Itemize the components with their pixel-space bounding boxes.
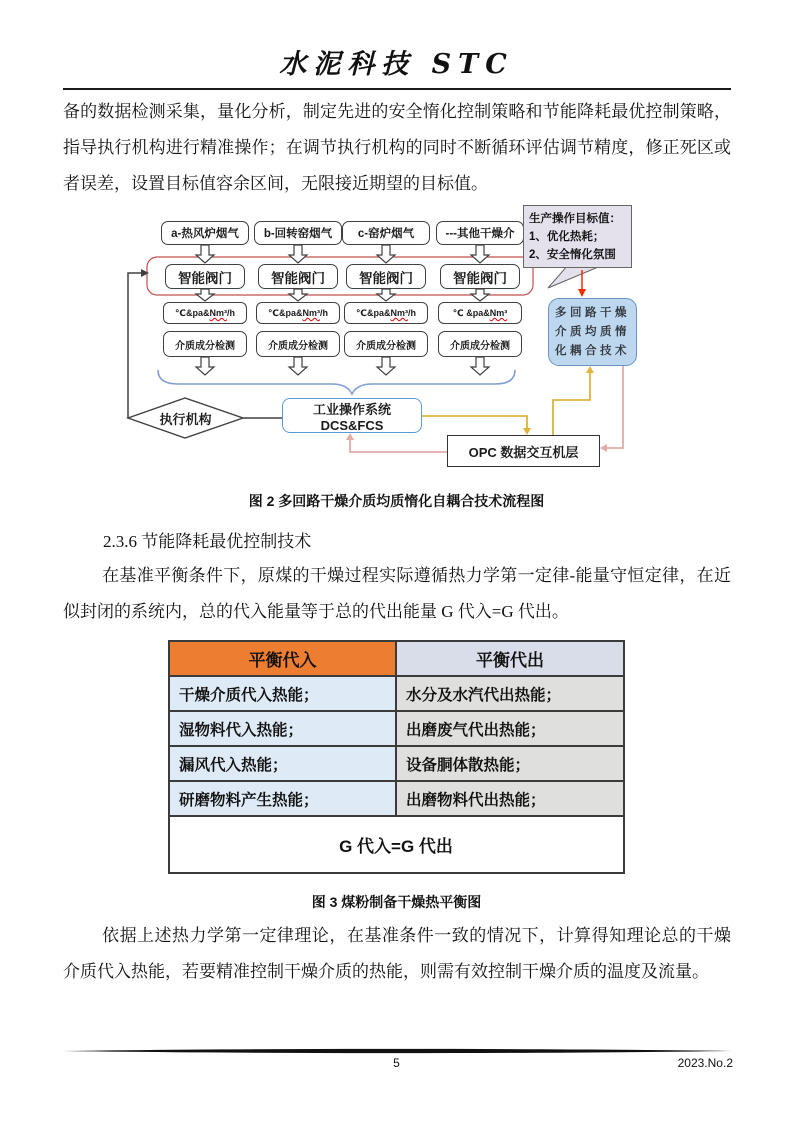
sensor-box-2 bbox=[256, 302, 340, 324]
figure3-caption: 图 3 煤粉制备干燥热平衡图 bbox=[311, 894, 482, 910]
sensor-box-1 bbox=[163, 302, 247, 324]
arrowhead-up-icon bbox=[346, 433, 354, 440]
valve-box-1: 智能阀门 bbox=[165, 264, 245, 289]
cell-out-4: 出磨物料代出热能； bbox=[396, 781, 624, 816]
footer-rule bbox=[63, 1048, 731, 1054]
sensor-label-suffix: /h bbox=[319, 308, 328, 318]
valve-box-4: 智能阀门 bbox=[440, 264, 520, 289]
paragraph-2: 在基准平衡条件下，原煤的干燥过程实际遵循热力学第一定律-能量守恒定律，在近似封闭的系统内，总的代入能量等于总的代出能量 G 代入=G 代出。 bbox=[63, 566, 731, 621]
table-footer-row bbox=[169, 816, 624, 873]
composition-box-3: 介质成分检测 bbox=[344, 331, 428, 357]
balance-equation: G 代入=G 代出 bbox=[169, 816, 624, 873]
sensor-label: ℃&pa& bbox=[356, 307, 391, 318]
tech-line-2: 介质均质惰 bbox=[555, 325, 630, 338]
cell-out-1: 水分及水汽代出热能； bbox=[396, 676, 624, 711]
valve-box-3: 智能阀门 bbox=[346, 264, 426, 289]
cell-out-3: 设备胴体散热能； bbox=[396, 746, 624, 781]
sensor-label: ℃&pa& bbox=[175, 307, 210, 318]
callout-tail-icon bbox=[548, 265, 603, 288]
heat-balance-table bbox=[168, 640, 625, 874]
actuator-label: 执行机构 bbox=[159, 411, 212, 427]
sensor-label-unit: Nm³ bbox=[302, 308, 320, 318]
sensor-box-4 bbox=[438, 302, 522, 324]
page-number: 5 bbox=[393, 1056, 400, 1070]
header-balance-out: 平衡代出 bbox=[396, 641, 624, 676]
issue-number: 2023.No.2 bbox=[677, 1056, 733, 1070]
sensor-label: ℃ &pa& bbox=[452, 307, 490, 318]
callout-line-2: 1、优化热耗； bbox=[529, 231, 605, 243]
callout-line-3: 2、安全惰化氛围 bbox=[529, 249, 616, 261]
sensor-box-3 bbox=[344, 302, 428, 324]
composition-box-4: 介质成分检测 bbox=[438, 331, 522, 357]
opc-layer-box: OPC 数据交互机层 bbox=[447, 435, 600, 467]
source-box-1: a-热风炉烟气 bbox=[161, 221, 249, 245]
arrowhead-left-icon bbox=[600, 444, 607, 452]
feedback-line bbox=[128, 273, 141, 418]
opc-dcs-line bbox=[350, 439, 447, 452]
production-target-callout bbox=[523, 205, 632, 268]
sensor-label: ℃&pa& bbox=[268, 307, 303, 318]
table-header-row bbox=[169, 641, 624, 676]
cell-out-2: 出磨废气代出热能； bbox=[396, 711, 624, 746]
header-balance-in: 平衡代入 bbox=[169, 641, 396, 676]
journal-title: 水泥科技 STC bbox=[279, 49, 514, 80]
sensor-label-suffix: /h bbox=[226, 308, 235, 318]
opc-tech-line bbox=[553, 372, 590, 435]
cell-in-2: 湿物料代入热能； bbox=[169, 711, 396, 746]
header-rule bbox=[63, 88, 731, 90]
section-heading-2-3-6: 2.3.6 节能降耗最优控制技术 bbox=[103, 532, 312, 551]
composition-box-1: 介质成分检测 bbox=[163, 331, 247, 357]
dcs-system-box: 工业操作系统 DCS&FCS bbox=[282, 398, 422, 433]
tech-opc-line bbox=[607, 366, 623, 448]
composition-box-2: 介质成分检测 bbox=[256, 331, 340, 357]
cell-in-4: 研磨物料产生热能； bbox=[169, 781, 396, 816]
dcs-opc-line bbox=[422, 416, 527, 429]
tech-line-1: 多回路干燥 bbox=[555, 306, 630, 319]
arrowhead-right-icon bbox=[141, 269, 149, 277]
sensor-label-suffix: /h bbox=[407, 308, 416, 318]
valve-box-2: 智能阀门 bbox=[258, 264, 338, 289]
sensor-label-unit: Nm³ bbox=[489, 308, 508, 318]
table-row bbox=[169, 746, 624, 781]
source-box-4: ---其他干燥介 bbox=[436, 221, 524, 245]
source-box-3: c-窑炉烟气 bbox=[342, 221, 430, 245]
table-row bbox=[169, 711, 624, 746]
figure2-flow-diagram bbox=[63, 200, 731, 484]
cell-in-3: 漏风代入热能； bbox=[169, 746, 396, 781]
arrowhead-up-icon bbox=[586, 366, 594, 373]
paragraph-3: 依据上述热力学第一定律理论，在基准条件一致的情况下，计算得知理论总的干燥介质代入热能，若要精准控制干燥介质的热能，则需有效控制干燥介质的温度及流量。 bbox=[63, 926, 731, 981]
gather-brace-icon bbox=[158, 370, 515, 394]
sensor-label-unit: Nm³ bbox=[390, 308, 408, 318]
callout-line-1: 生产操作目标值： bbox=[529, 213, 621, 225]
cell-in-1: 干燥介质代入热能； bbox=[169, 676, 396, 711]
tech-line-3: 化耦合技术 bbox=[555, 344, 630, 357]
sensor-label-unit: Nm³ bbox=[209, 308, 227, 318]
table-row bbox=[169, 676, 624, 711]
arrowhead-down-icon bbox=[523, 428, 531, 435]
arrowhead-down-icon bbox=[578, 289, 586, 297]
table-row bbox=[169, 781, 624, 816]
paragraph-1: 备的数据检测采集，量化分析，制定先进的安全惰化控制策略和节能降耗最优控制策略，指导执行机构进行精准操作；在调节执行机构的同时不断循环评估调节精度，修正死区或者误差，设置目标值容余区间，无限接近期望的目标值。 bbox=[63, 102, 731, 193]
multiloop-tech-box bbox=[548, 298, 637, 366]
figure2-caption: 图 2 多回路干燥介质均质惰化自耦合技术流程图 bbox=[248, 493, 545, 509]
source-box-2: b-回转窑烟气 bbox=[254, 221, 342, 245]
